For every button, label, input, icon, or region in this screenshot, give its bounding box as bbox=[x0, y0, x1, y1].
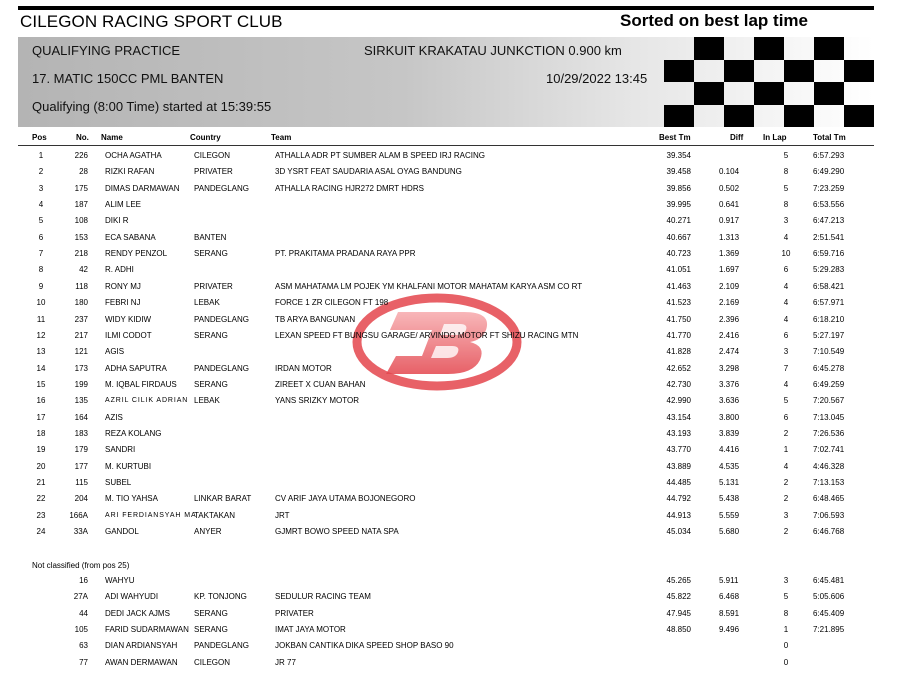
cell-total: 6:59.716 bbox=[813, 249, 845, 259]
table-row bbox=[0, 331, 900, 345]
cell-name: DIAN ARDIANSYAH bbox=[105, 641, 178, 651]
col-team: Team bbox=[271, 133, 292, 142]
cell-country: SERANG bbox=[194, 625, 228, 635]
cell-name: RIZKI RAFAN bbox=[105, 167, 155, 177]
table-row bbox=[0, 478, 900, 492]
cell-name: ADI WAHYUDI bbox=[105, 592, 159, 602]
cell-best: 45.265 bbox=[666, 576, 691, 585]
col-diff: Diff bbox=[730, 133, 744, 142]
cell-inlap: 1 bbox=[783, 445, 789, 455]
col-name: Name bbox=[101, 133, 123, 142]
cell-team: JOKBAN CANTIKA DIKA SPEED SHOP BASO 90 bbox=[275, 641, 454, 651]
cell-best: 47.945 bbox=[666, 608, 691, 618]
cell-name: RONY MJ bbox=[105, 281, 141, 291]
cell-country: SERANG bbox=[194, 379, 228, 389]
cell-inlap: 5 bbox=[783, 183, 789, 193]
cell-total: 7:13.045 bbox=[813, 412, 845, 422]
cell-diff: 2.474 bbox=[719, 347, 740, 357]
cell-no: 42 bbox=[79, 265, 88, 275]
table-row bbox=[0, 658, 900, 672]
cell-best: 43.154 bbox=[666, 412, 691, 422]
cell-name: AWAN DERMAWAN bbox=[105, 657, 178, 667]
table-row bbox=[0, 511, 900, 525]
cell-no: 164 bbox=[74, 412, 88, 422]
cell-inlap: 2 bbox=[783, 478, 789, 487]
cell-diff: 0.502 bbox=[719, 183, 740, 193]
cell-name: DIMAS DARMAWAN bbox=[105, 183, 180, 193]
cell-total: 6:57.293 bbox=[813, 151, 845, 160]
cell-total: 6:49.259 bbox=[813, 379, 845, 389]
cell-team: CV ARIF JAYA UTAMA BOJONEGORO bbox=[275, 494, 416, 504]
circuit-name: SIRKUIT KRAKATAU JUNKCTION 0.900 km bbox=[364, 43, 622, 58]
cell-inlap: 4 bbox=[783, 232, 789, 242]
cell-inlap: 5 bbox=[783, 151, 789, 160]
cell-best: 41.051 bbox=[666, 265, 691, 275]
table-row bbox=[0, 216, 900, 230]
cell-name: ECA SABANA bbox=[105, 232, 156, 242]
cell-total: 6:53.556 bbox=[813, 200, 845, 210]
cell-no: 217 bbox=[74, 330, 88, 340]
cell-total: 7:20.567 bbox=[813, 396, 845, 406]
cell-best: 39.354 bbox=[666, 151, 691, 160]
cell-diff: 2.416 bbox=[719, 330, 740, 340]
cell-pos: 13 bbox=[36, 347, 46, 357]
cell-pos: 9 bbox=[38, 281, 44, 291]
checkered-flag-icon bbox=[664, 37, 874, 127]
cell-best: 39.995 bbox=[666, 200, 691, 210]
cell-total: 7:23.259 bbox=[813, 183, 845, 193]
cell-pos: 10 bbox=[36, 298, 46, 308]
cell-diff: 3.800 bbox=[719, 412, 740, 422]
cell-country: PANDEGLANG bbox=[194, 363, 249, 373]
cell-name: DEDI JACK AJMS bbox=[105, 608, 170, 618]
cell-pos: 16 bbox=[36, 396, 46, 406]
cell-no: 77 bbox=[79, 657, 88, 667]
table-row bbox=[0, 396, 900, 410]
cell-name: SUBEL bbox=[105, 478, 132, 487]
cell-no: 175 bbox=[74, 183, 88, 193]
cell-best: 39.856 bbox=[666, 183, 691, 193]
cell-diff: 0.917 bbox=[719, 216, 740, 226]
cell-best: 44.792 bbox=[666, 494, 691, 504]
session-datetime: 10/29/2022 13:45 bbox=[546, 71, 648, 86]
cell-no: 135 bbox=[74, 396, 88, 406]
cell-inlap: 6 bbox=[783, 412, 789, 422]
table-row bbox=[0, 429, 900, 443]
cell-name: AGIS bbox=[105, 347, 125, 357]
table-row bbox=[0, 200, 900, 214]
cell-pos: 6 bbox=[38, 232, 44, 242]
cell-pos: 11 bbox=[36, 314, 46, 324]
cell-team: GJMRT BOWO SPEED NATA SPA bbox=[275, 527, 399, 537]
club-title: CILEGON RACING SPORT CLUB bbox=[20, 12, 283, 31]
header-rule bbox=[18, 145, 874, 146]
cell-pos: 15 bbox=[36, 379, 46, 389]
cell-total: 7:13.153 bbox=[813, 478, 845, 487]
cell-diff: 4.416 bbox=[719, 445, 740, 455]
cell-total: 6:18.210 bbox=[813, 314, 845, 324]
cell-team: ZIREET X CUAN BAHAN bbox=[275, 379, 366, 389]
cell-inlap: 6 bbox=[783, 265, 789, 275]
cell-name: RENDY PENZOL bbox=[105, 249, 168, 259]
table-row bbox=[0, 315, 900, 329]
col-no: No. bbox=[76, 133, 89, 142]
cell-pos: 18 bbox=[36, 428, 46, 438]
cell-diff: 3.298 bbox=[719, 363, 740, 373]
cell-pos: 24 bbox=[36, 527, 46, 537]
cell-team: YANS SRIZKY MOTOR bbox=[275, 396, 360, 406]
session-name: QUALIFYING PRACTICE bbox=[32, 43, 181, 58]
cell-best: 41.770 bbox=[666, 330, 691, 340]
cell-inlap: 2 bbox=[783, 428, 789, 438]
cell-pos: 20 bbox=[36, 461, 46, 471]
cell-total: 4:46.328 bbox=[813, 461, 845, 471]
cell-total: 6:45.409 bbox=[813, 608, 845, 618]
cell-team: PT. PRAKITAMA PRADANA RAYA PPR bbox=[275, 249, 416, 259]
cell-no: 166A bbox=[69, 510, 88, 520]
cell-name: DIKI R bbox=[105, 216, 129, 226]
cell-inlap: 8 bbox=[783, 167, 789, 177]
cell-diff: 0.104 bbox=[719, 167, 740, 177]
cell-best: 44.485 bbox=[666, 478, 691, 487]
cell-diff: 1.313 bbox=[719, 232, 740, 242]
table-row bbox=[0, 494, 900, 508]
cell-diff: 5.911 bbox=[719, 576, 739, 585]
cell-country: SERANG bbox=[194, 608, 228, 618]
cell-no: 115 bbox=[75, 478, 88, 487]
cell-country: PANDEGLANG bbox=[194, 314, 249, 324]
cell-inlap: 3 bbox=[783, 510, 789, 520]
cell-no: 63 bbox=[79, 641, 88, 651]
cell-name: M. KURTUBI bbox=[105, 461, 152, 471]
cell-diff: 5.131 bbox=[719, 478, 740, 487]
cell-name: AZRIL CILIK ADRIAN bbox=[105, 397, 189, 405]
cell-total: 7:06.593 bbox=[813, 510, 845, 520]
col-inlap: In Lap bbox=[763, 133, 787, 142]
cell-diff: 3.839 bbox=[719, 428, 740, 438]
cell-pos: 22 bbox=[36, 494, 46, 504]
cell-best: 43.193 bbox=[666, 428, 691, 438]
cell-best: 42.990 bbox=[666, 396, 691, 406]
cell-no: 179 bbox=[74, 445, 88, 455]
table-row bbox=[0, 249, 900, 263]
col-country: Country bbox=[190, 133, 221, 142]
cell-country: CILEGON bbox=[194, 657, 231, 667]
session-start: Qualifying (8:00 Time) started at 15:39:55 bbox=[32, 99, 272, 114]
cell-name: GANDOL bbox=[105, 527, 139, 537]
cell-inlap: 3 bbox=[783, 347, 789, 357]
col-best: Best Tm bbox=[659, 133, 691, 142]
table-row bbox=[0, 265, 900, 279]
cell-best: 41.828 bbox=[666, 347, 691, 357]
cell-no: 199 bbox=[74, 379, 88, 389]
cell-team: JR 77 bbox=[275, 657, 296, 667]
table-row bbox=[0, 167, 900, 181]
cell-country: ANYER bbox=[194, 527, 222, 537]
cell-no: 187 bbox=[74, 200, 88, 210]
cell-country: PANDEGLANG bbox=[194, 183, 249, 193]
cell-total: 6:45.481 bbox=[813, 576, 845, 585]
cell-name: SANDRI bbox=[105, 445, 136, 455]
cell-country: PRIVATER bbox=[194, 167, 233, 177]
cell-country: TAKTAKAN bbox=[194, 510, 236, 520]
cell-diff: 3.636 bbox=[719, 396, 740, 406]
cell-inlap: 0 bbox=[783, 641, 789, 651]
cell-no: 108 bbox=[74, 216, 88, 226]
top-rule bbox=[18, 6, 874, 10]
col-total: Total Tm bbox=[813, 133, 846, 142]
cell-diff: 1.369 bbox=[719, 249, 740, 259]
cell-pos: 7 bbox=[38, 249, 44, 259]
cell-no: 226 bbox=[74, 151, 88, 160]
cell-total: 2:51.541 bbox=[813, 232, 845, 242]
class-name: 17. MATIC 150CC PML BANTEN bbox=[32, 71, 224, 86]
cell-team: 3D YSRT FEAT SAUDARIA ASAL OYAG BANDUNG bbox=[275, 167, 462, 177]
cell-team: IRDAN MOTOR bbox=[275, 363, 332, 373]
cell-inlap: 2 bbox=[783, 494, 789, 504]
cell-pos: 23 bbox=[36, 510, 46, 520]
table-row bbox=[0, 413, 900, 427]
cell-country: PRIVATER bbox=[194, 281, 233, 291]
cell-country: CILEGON bbox=[194, 151, 231, 160]
cell-inlap: 6 bbox=[783, 330, 789, 340]
cell-diff: 6.468 bbox=[719, 592, 740, 602]
cell-team: LEXAN SPEED FT BUNGSU GARAGE/ ARVINDO MOTOR FT SHIZU RACING MTN bbox=[275, 330, 579, 340]
cell-best: 40.667 bbox=[666, 232, 691, 242]
cell-no: 177 bbox=[74, 461, 88, 471]
cell-best: 40.271 bbox=[666, 216, 691, 226]
cell-pos: 4 bbox=[38, 200, 44, 210]
cell-no: 105 bbox=[74, 625, 88, 635]
cell-best: 40.723 bbox=[666, 249, 691, 259]
session-banner bbox=[18, 37, 874, 127]
cell-inlap: 2 bbox=[783, 527, 789, 537]
cell-name: FARID SUDARMAWAN bbox=[105, 625, 189, 635]
cell-team: ASM MAHATAMA LM POJEK YM KHALFANI MOTOR MAHATAM KARYA ASM CO RT bbox=[275, 281, 583, 291]
cell-inlap: 4 bbox=[783, 379, 789, 389]
cell-no: 218 bbox=[74, 249, 88, 259]
cell-country: PANDEGLANG bbox=[194, 641, 249, 651]
table-row bbox=[0, 298, 900, 312]
cell-name: WAHYU bbox=[105, 576, 135, 585]
table-row bbox=[0, 462, 900, 476]
sort-label: Sorted on best lap time bbox=[620, 11, 808, 30]
table-row bbox=[0, 364, 900, 378]
cell-inlap: 5 bbox=[783, 592, 789, 602]
cell-team: SEDULUR RACING TEAM bbox=[275, 592, 371, 602]
cell-team: IMAT JAYA MOTOR bbox=[275, 625, 346, 635]
not-classified-title: Not classified (from pos 25) bbox=[32, 561, 130, 570]
cell-name: FEBRI NJ bbox=[105, 298, 141, 308]
table-row bbox=[0, 347, 900, 361]
cell-inlap: 7 bbox=[783, 363, 789, 373]
cell-diff: 3.376 bbox=[719, 379, 740, 389]
cell-team: TB ARYA BANGUNAN bbox=[275, 314, 356, 324]
cell-best: 41.750 bbox=[666, 314, 691, 324]
table-row bbox=[0, 625, 900, 639]
cell-total: 6:47.213 bbox=[813, 216, 845, 226]
cell-inlap: 10 bbox=[781, 249, 791, 259]
cell-diff: 5.438 bbox=[719, 494, 740, 504]
cell-no: 27A bbox=[73, 592, 88, 602]
cell-name: R. ADHI bbox=[105, 265, 134, 275]
cell-total: 6:45.278 bbox=[813, 363, 845, 373]
cell-no: 180 bbox=[74, 298, 88, 308]
cell-total: 6:46.768 bbox=[813, 527, 845, 537]
cell-diff: 2.109 bbox=[719, 281, 740, 291]
cell-name: ARI FERDIANSYAH MA bbox=[105, 511, 197, 519]
cell-pos: 12 bbox=[36, 330, 46, 340]
cell-diff: 5.680 bbox=[719, 527, 740, 537]
cell-team: FORCE 1 ZR CILEGON FT 198 bbox=[275, 298, 389, 308]
cell-name: M. IQBAL FIRDAUS bbox=[105, 379, 177, 389]
cell-inlap: 4 bbox=[783, 298, 789, 308]
cell-pos: 14 bbox=[36, 363, 46, 373]
cell-name: M. TIO YAHSA bbox=[105, 494, 158, 504]
cell-pos: 2 bbox=[38, 167, 44, 177]
cell-best: 48.850 bbox=[666, 625, 691, 635]
cell-pos: 8 bbox=[38, 265, 44, 275]
cell-name: WIDY KIDIW bbox=[105, 314, 152, 324]
cell-country: LINKAR BARAT bbox=[194, 494, 252, 504]
cell-inlap: 8 bbox=[783, 608, 789, 618]
cell-total: 6:57.971 bbox=[813, 298, 845, 308]
cell-diff: 8.591 bbox=[719, 608, 740, 618]
cell-total: 7:10.549 bbox=[813, 347, 845, 357]
cell-inlap: 3 bbox=[783, 216, 789, 226]
cell-pos: 19 bbox=[36, 445, 46, 455]
table-row bbox=[0, 151, 900, 165]
cell-inlap: 4 bbox=[783, 314, 789, 324]
cell-team: PRIVATER bbox=[275, 608, 314, 618]
cell-total: 7:26.536 bbox=[813, 428, 845, 438]
table-row bbox=[0, 233, 900, 247]
cell-best: 45.822 bbox=[666, 592, 691, 602]
cell-pos: 17 bbox=[36, 412, 46, 422]
table-row bbox=[0, 609, 900, 623]
cell-inlap: 4 bbox=[783, 281, 789, 291]
cell-country: BANTEN bbox=[194, 232, 227, 242]
cell-pos: 21 bbox=[36, 478, 46, 487]
cell-inlap: 8 bbox=[783, 200, 789, 210]
table-row bbox=[0, 527, 900, 541]
cell-total: 5:27.197 bbox=[813, 330, 845, 340]
col-pos: Pos bbox=[32, 133, 47, 142]
cell-pos: 1 bbox=[38, 151, 44, 160]
cell-no: 33A bbox=[73, 527, 88, 537]
cell-name: ILMI CODOT bbox=[105, 330, 152, 340]
cell-best: 43.770 bbox=[666, 445, 691, 455]
cell-no: 237 bbox=[74, 314, 88, 324]
cell-diff: 0.641 bbox=[719, 200, 740, 210]
cell-name: ALIM LEE bbox=[105, 200, 142, 210]
cell-best: 43.889 bbox=[666, 461, 691, 471]
cell-country: SERANG bbox=[194, 330, 228, 340]
cell-name: AZIS bbox=[105, 412, 123, 422]
cell-inlap: 1 bbox=[783, 625, 789, 635]
cell-pos: 5 bbox=[38, 216, 44, 226]
cell-diff: 4.535 bbox=[719, 461, 740, 471]
cell-total: 7:02.741 bbox=[813, 445, 845, 455]
cell-no: 118 bbox=[75, 281, 88, 291]
table-row bbox=[0, 380, 900, 394]
cell-best: 42.652 bbox=[666, 363, 691, 373]
cell-total: 5:29.283 bbox=[813, 265, 845, 275]
cell-diff: 9.496 bbox=[719, 625, 740, 635]
cell-best: 42.730 bbox=[666, 379, 691, 389]
cell-total: 6:58.421 bbox=[813, 281, 845, 291]
cell-team: ATHALLA RACING HJR272 DMRT HDRS bbox=[275, 183, 424, 193]
cell-diff: 5.559 bbox=[719, 510, 740, 520]
cell-best: 44.913 bbox=[666, 510, 691, 520]
cell-name: OCHA AGATHA bbox=[105, 151, 162, 160]
cell-team: ATHALLA ADR PT SUMBER ALAM B SPEED IRJ RACING bbox=[275, 151, 485, 160]
cell-name: REZA KOLANG bbox=[105, 428, 162, 438]
cell-country: SERANG bbox=[194, 249, 228, 259]
cell-no: 153 bbox=[74, 232, 88, 242]
cell-no: 204 bbox=[74, 494, 88, 504]
cell-total: 6:49.290 bbox=[813, 167, 845, 177]
cell-no: 121 bbox=[74, 347, 88, 357]
cell-best: 41.463 bbox=[666, 281, 691, 291]
cell-best: 41.523 bbox=[666, 298, 691, 308]
table-row bbox=[0, 445, 900, 459]
cell-inlap: 4 bbox=[783, 461, 789, 471]
cell-diff: 2.396 bbox=[719, 314, 740, 324]
cell-name: ADHA SAPUTRA bbox=[105, 363, 167, 373]
cell-diff: 2.169 bbox=[719, 298, 740, 308]
cell-no: 28 bbox=[79, 167, 88, 177]
cell-team: JRT bbox=[275, 510, 290, 520]
cell-inlap: 0 bbox=[783, 657, 789, 667]
cell-country: LEBAK bbox=[194, 298, 220, 308]
cell-no: 173 bbox=[74, 363, 88, 373]
cell-pos: 3 bbox=[38, 183, 44, 193]
cell-country: LEBAK bbox=[194, 396, 220, 406]
cell-total: 5:05.606 bbox=[813, 592, 845, 602]
cell-no: 16 bbox=[79, 576, 88, 585]
cell-best: 39.458 bbox=[666, 167, 691, 177]
cell-inlap: 5 bbox=[783, 396, 789, 406]
table-row bbox=[0, 641, 900, 655]
cell-no: 44 bbox=[79, 608, 88, 618]
cell-best: 45.034 bbox=[666, 527, 691, 537]
cell-total: 6:48.465 bbox=[813, 494, 845, 504]
table-row bbox=[0, 576, 900, 590]
cell-country: KP. TONJONG bbox=[194, 592, 247, 602]
table-row bbox=[0, 184, 900, 198]
cell-inlap: 3 bbox=[783, 576, 789, 585]
cell-diff: 1.697 bbox=[719, 265, 740, 275]
table-row bbox=[0, 592, 900, 606]
cell-no: 183 bbox=[74, 428, 88, 438]
table-row bbox=[0, 282, 900, 296]
cell-total: 7:21.895 bbox=[813, 625, 845, 635]
